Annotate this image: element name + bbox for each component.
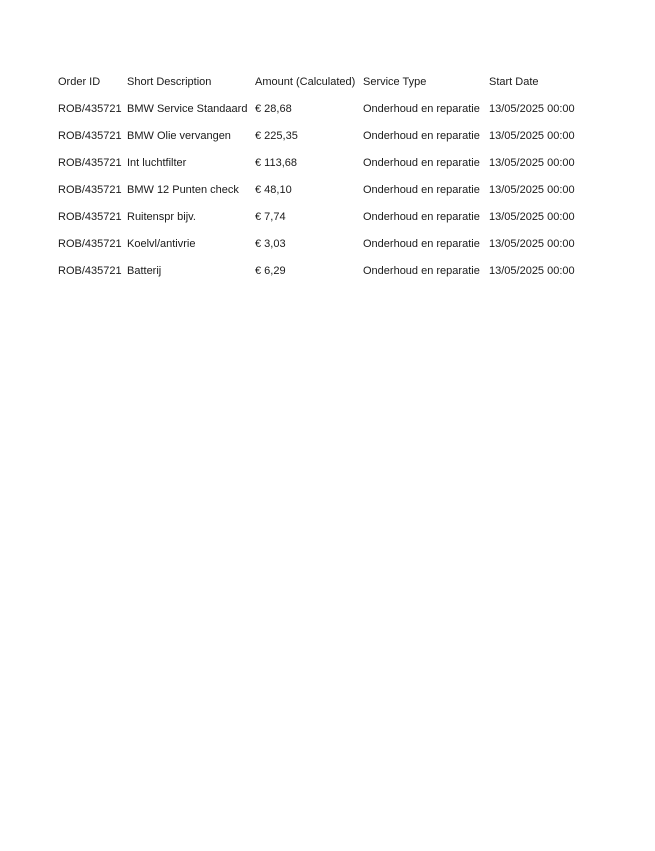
table-cell: € 7,74 [255,210,286,223]
table-cell: BMW Service Standaard [127,102,248,115]
table-row [58,122,599,149]
table-cell: ROB/435721 [58,237,122,250]
table-cell: 13/05/2025 00:00 [489,264,575,277]
table-cell: € 113,68 [255,156,298,169]
table-cell: ROB/435721 [58,210,122,223]
table-cell: 13/05/2025 00:00 [489,210,575,223]
table-cell: BMW Olie vervangen [127,129,231,142]
column-header: Service Type [363,75,427,88]
table-cell: Koelvl/antivrie [127,237,196,250]
table-cell: Ruitenspr bijv. [127,210,196,223]
table-cell: € 6,29 [255,264,286,277]
service-orders-table [58,68,599,284]
table-cell: Onderhoud en reparatie [363,264,480,277]
header-row [58,68,599,95]
table-cell: Onderhoud en reparatie [363,237,480,250]
table-header [58,68,599,95]
table-row [58,203,599,230]
table-cell: 13/05/2025 00:00 [489,183,575,196]
table-cell: 13/05/2025 00:00 [489,102,575,115]
table-row [58,149,599,176]
table-cell: € 225,35 [255,129,298,142]
table-row [58,176,599,203]
table-cell: Onderhoud en reparatie [363,102,480,115]
table-body [58,95,599,284]
table-cell: Onderhoud en reparatie [363,156,480,169]
table-cell: ROB/435721 [58,183,122,196]
table-cell: 13/05/2025 00:00 [489,237,575,250]
table-cell: BMW 12 Punten check [127,183,239,196]
table-row [58,230,599,257]
table-row [58,257,599,284]
table-cell: ROB/435721 [58,102,122,115]
table-cell: ROB/435721 [58,264,122,277]
table-cell: Batterij [127,264,162,277]
column-header: Short Description [127,75,212,88]
table-cell: Int luchtfilter [127,156,187,169]
table-row [58,95,599,122]
table-cell: ROB/435721 [58,156,122,169]
table-cell: € 28,68 [255,102,292,115]
table-cell: Onderhoud en reparatie [363,183,480,196]
table-cell: 13/05/2025 00:00 [489,129,575,142]
table-cell: € 48,10 [255,183,292,196]
table-cell: ROB/435721 [58,129,122,142]
table-cell: 13/05/2025 00:00 [489,156,575,169]
table-cell: Onderhoud en reparatie [363,129,480,142]
column-header: Order ID [58,75,101,88]
table-cell: € 3,03 [255,237,286,250]
table-cell: Onderhoud en reparatie [363,210,480,223]
column-header: Amount (Calculated) [255,75,356,88]
column-header: Start Date [489,75,539,88]
